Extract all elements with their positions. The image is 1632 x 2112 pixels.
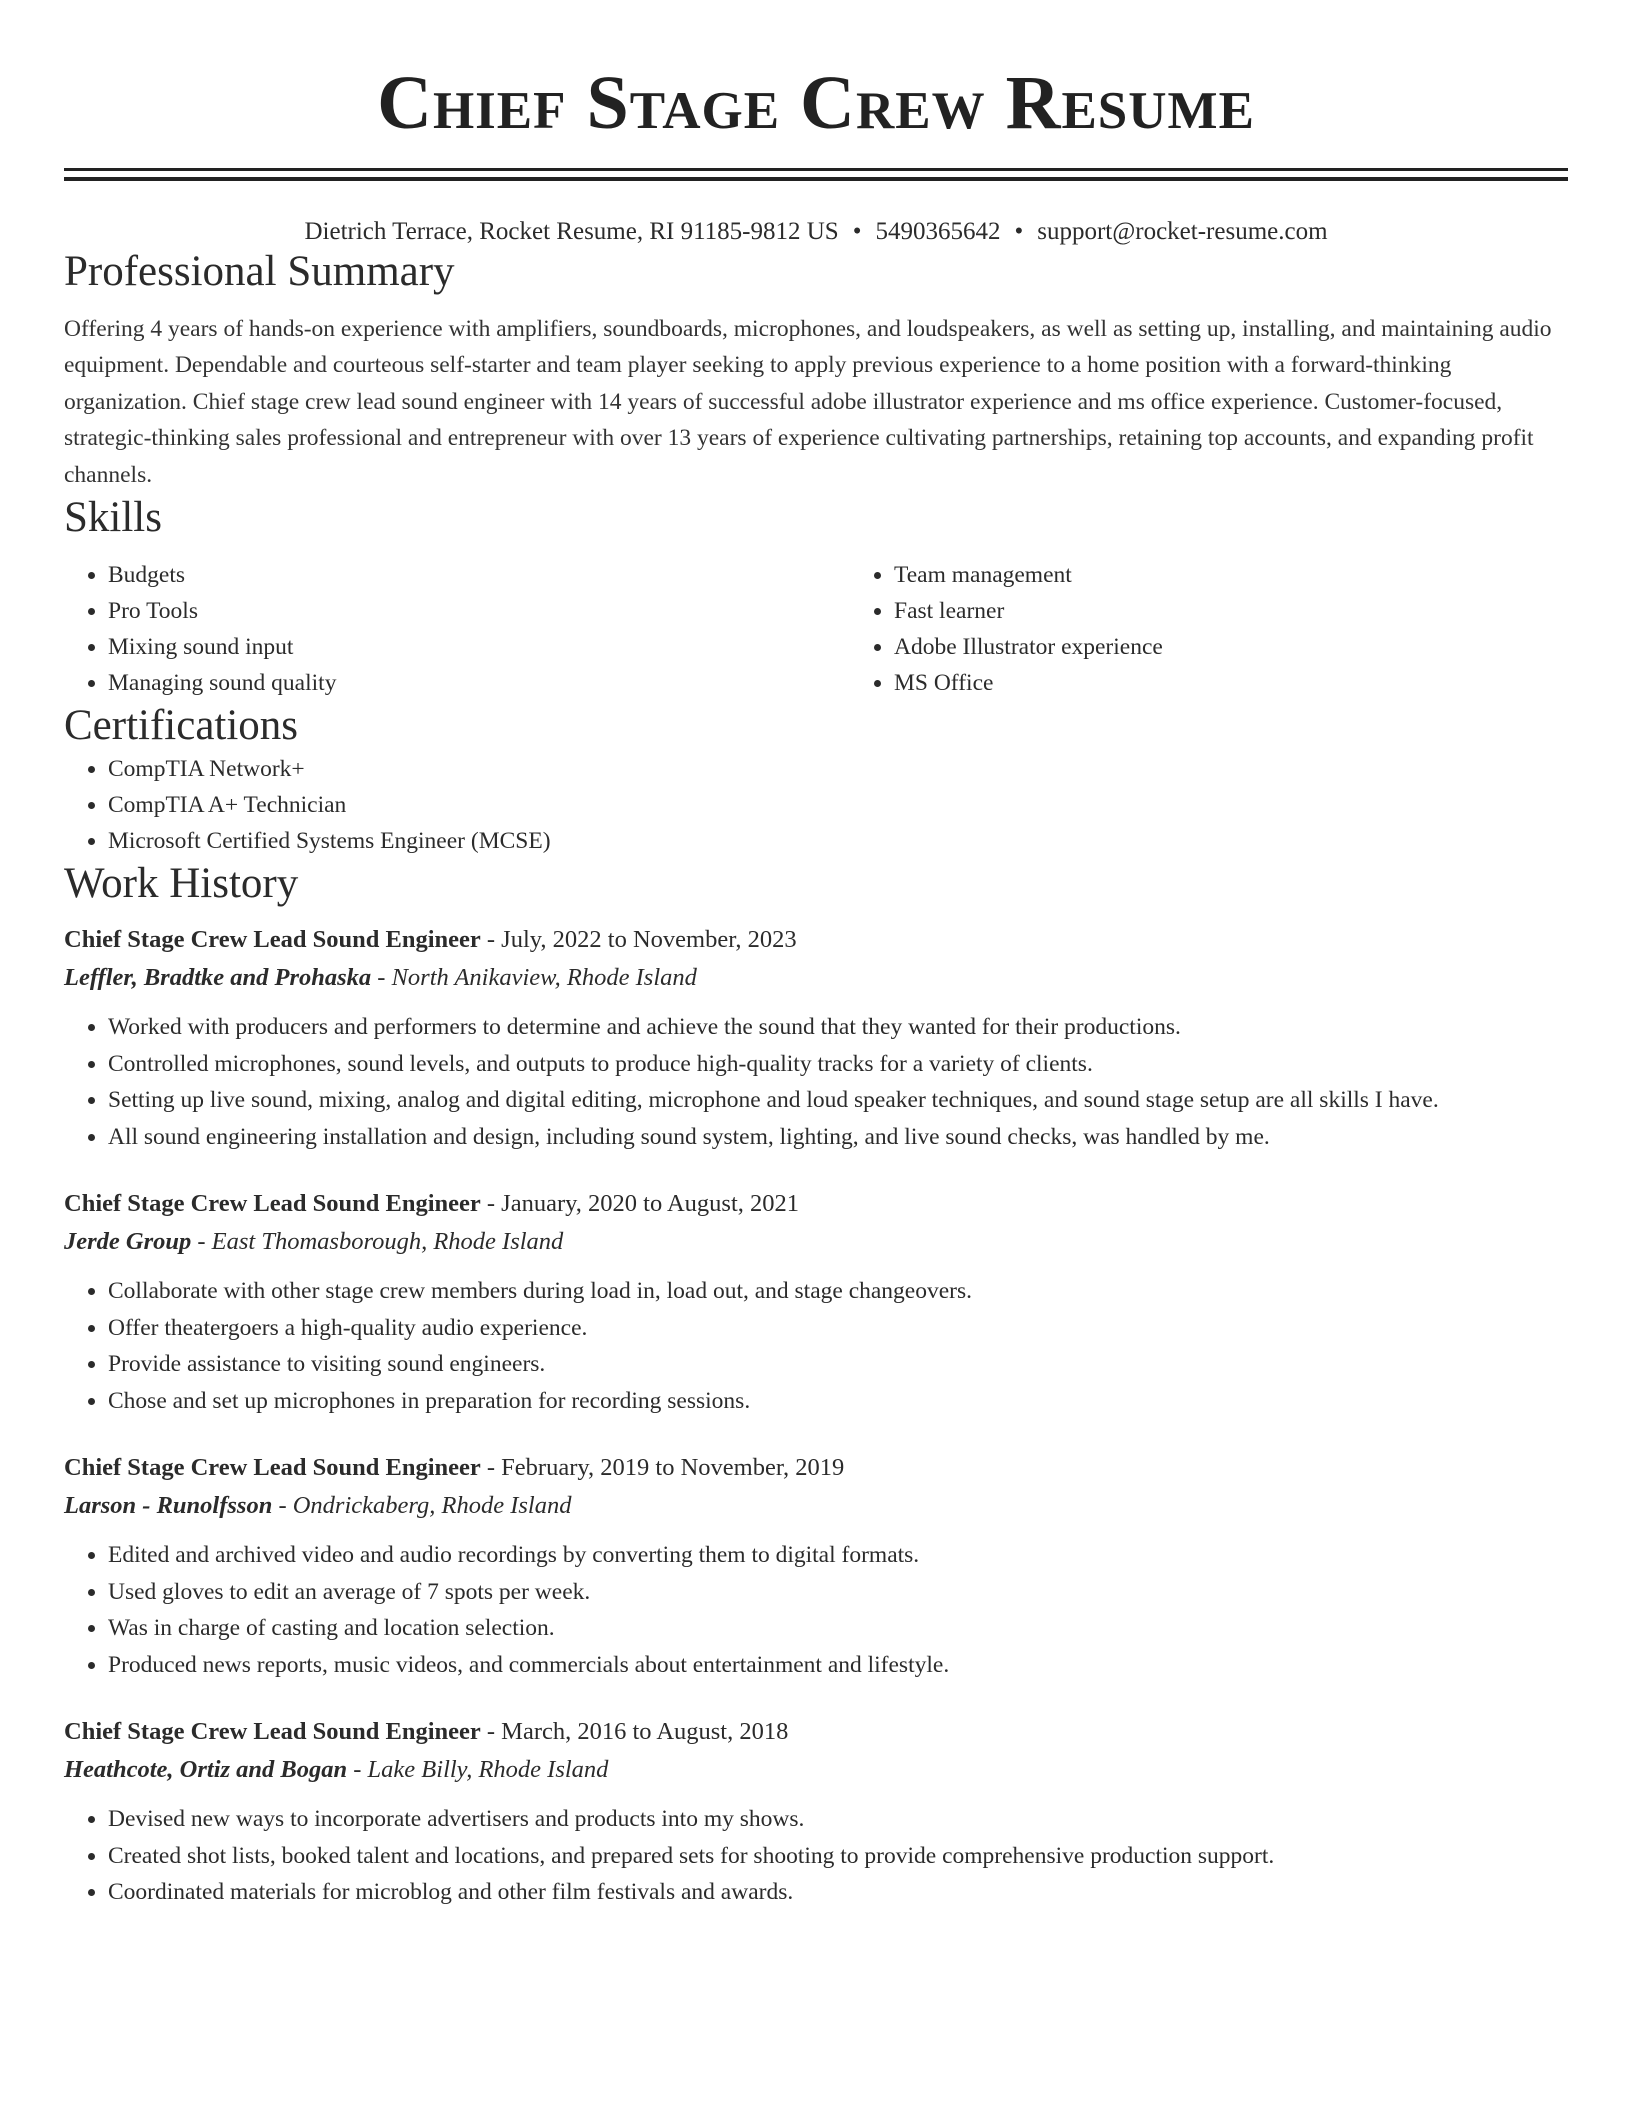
certifications-heading: Certifications <box>64 702 299 750</box>
contact-address: Dietrich Terrace, Rocket Resume, RI 91185-9812 US <box>304 218 839 245</box>
job-dates: - July, 2022 to November, 2023 <box>480 926 797 954</box>
job-duty: • Produced news reports, music videos, and commercials about entertainment and lifestyle. <box>108 1647 1568 1684</box>
summary-text: Offering 4 years of hands-on experience with amplifiers, soundboards, microphones, and loudspeakers, as well as setting up, installing, and maintaining audio equipment. Dependable and courteous self-starter and team player seeking to apply previous experience to a home position with a forward-thinking organization. Chief stage crew lead sound engineer with 14 years of successful adobe illustrator experience and ms office experience. Customer-focused, strategic-thinking sales professional and entrepreneur with over 13 years of experience cultivating partnerships, retaining top accounts, and expanding profit channels. <box>64 316 1552 488</box>
contact-email: support@rocket-resume.com <box>1037 218 1328 245</box>
resume-title: Chief Stage Crew Resume <box>377 61 1255 145</box>
job-company: Jerde Group <box>64 1228 192 1256</box>
certifications-list <box>64 751 1568 859</box>
job-employer <box>64 959 1568 997</box>
skill-item: • MS Office <box>894 665 1632 701</box>
job-duty: • Worked with producers and performers to determine and achieve the sound that they wanted for their productions. <box>108 1009 1568 1046</box>
job-duty: • Was in charge of casting and location selection. <box>108 1610 1568 1647</box>
skills-list-right <box>850 557 1632 701</box>
job-header <box>64 1449 1568 1487</box>
job-duty: • Coordinated materials for microblog and other film festivals and awards. <box>108 1874 1568 1911</box>
job-role: Chief Stage Crew Lead Sound Engineer <box>64 1454 481 1482</box>
certification-item: • CompTIA Network+ <box>108 751 1568 787</box>
job-location: - Ondrickaberg, Rhode Island <box>272 1492 572 1520</box>
title-divider-thick <box>64 177 1568 181</box>
skill-item: • Mixing sound input <box>108 629 850 665</box>
summary-heading: Professional Summary <box>64 248 455 295</box>
job-duty: • Created shot lists, booked talent and locations, and prepared sets for shooting to provide comprehensive production support. <box>108 1838 1568 1875</box>
resume-page <box>64 0 1568 1911</box>
skill-item: • Fast learner <box>894 593 1632 629</box>
job-company: Leffler, Bradtke and Prohaska <box>64 964 372 992</box>
skill-item: • Budgets <box>108 557 850 593</box>
skill-item: • Pro Tools <box>108 593 850 629</box>
job-company: Larson - Runolfsson <box>64 1492 273 1520</box>
certification-item: • Microsoft Certified Systems Engineer (MCSE) <box>108 823 1568 859</box>
contact-phone: 5490365642 <box>875 218 1001 245</box>
job-location: - Lake Billy, Rhode Island <box>347 1756 609 1784</box>
job-employer <box>64 1223 1568 1261</box>
job-role: Chief Stage Crew Lead Sound Engineer <box>64 1718 481 1746</box>
job-entry <box>64 1713 1568 1911</box>
job-duties <box>64 1273 1568 1419</box>
job-duties <box>64 1801 1568 1911</box>
job-entry <box>64 921 1568 1155</box>
certification-item: • CompTIA A+ Technician <box>108 787 1568 823</box>
title-divider-thin <box>64 168 1568 171</box>
job-duty: • Used gloves to edit an average of 7 spots per week. <box>108 1574 1568 1611</box>
job-duty: • Edited and archived video and audio recordings by converting them to digital formats. <box>108 1537 1568 1574</box>
job-location: - East Thomasborough, Rhode Island <box>191 1228 564 1256</box>
job-duty: • Devised new ways to incorporate advertisers and products into my shows. <box>108 1801 1568 1838</box>
job-duty: • Offer theatergoers a high-quality audio experience. <box>108 1310 1568 1347</box>
job-entry <box>64 1185 1568 1419</box>
job-employer <box>64 1751 1568 1789</box>
job-company: Heathcote, Ortiz and Bogan <box>64 1756 348 1784</box>
job-duties <box>64 1009 1568 1155</box>
job-dates: - February, 2019 to November, 2019 <box>480 1454 845 1482</box>
job-duty: • Controlled microphones, sound levels, and outputs to produce high-quality tracks for a variety of clients. <box>108 1046 1568 1083</box>
skill-item: • Team management <box>894 557 1632 593</box>
skills-columns <box>64 557 1568 701</box>
job-duty: • Chose and set up microphones in preparation for recording sessions. <box>108 1383 1568 1420</box>
job-entry <box>64 1449 1568 1683</box>
contact-separator: • <box>852 218 862 245</box>
job-header <box>64 1185 1568 1223</box>
job-duty: • All sound engineering installation and design, including sound system, lighting, and live sound checks, was handled by me. <box>108 1119 1568 1156</box>
job-duty: • Collaborate with other stage crew members during load in, load out, and stage changeovers. <box>108 1273 1568 1310</box>
job-duty: • Provide assistance to visiting sound engineers. <box>108 1346 1568 1383</box>
contact-line <box>64 217 1568 247</box>
job-duty: • Setting up live sound, mixing, analog and digital editing, microphone and loud speaker techniques, and sound stage setup are all skills I have. <box>108 1082 1568 1119</box>
job-employer <box>64 1487 1568 1525</box>
skill-item: • Managing sound quality <box>108 665 850 701</box>
contact-separator: • <box>1014 218 1024 245</box>
job-dates: - March, 2016 to August, 2018 <box>480 1718 789 1746</box>
job-role: Chief Stage Crew Lead Sound Engineer <box>64 926 481 954</box>
job-location: - North Anikaview, Rhode Island <box>371 964 697 992</box>
job-dates: - January, 2020 to August, 2021 <box>480 1190 800 1218</box>
work-history-heading: Work History <box>64 860 299 908</box>
skill-item: • Adobe Illustrator experience <box>894 629 1632 665</box>
skills-heading: Skills <box>64 494 162 542</box>
skills-list-left <box>64 557 850 701</box>
job-header <box>64 1713 1568 1751</box>
job-header <box>64 921 1568 959</box>
job-role: Chief Stage Crew Lead Sound Engineer <box>64 1190 481 1218</box>
job-duties <box>64 1537 1568 1683</box>
